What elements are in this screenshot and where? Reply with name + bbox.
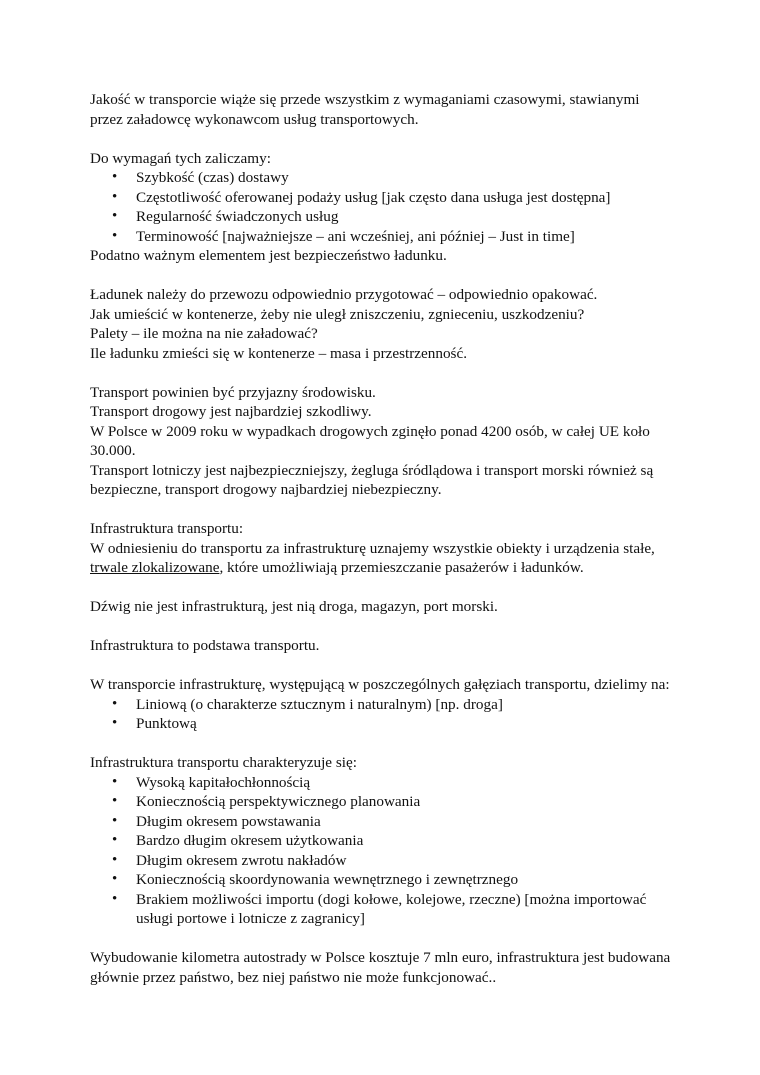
cargo-line: Jak umieścić w kontenerze, żeby nie uległ zniszczeniu, zgnieceniu, uszkodzeniu? (90, 305, 585, 323)
infrastructure-heading: Infrastruktura transportu: (90, 520, 244, 537)
list-item: • Koniecznością skoordynowania wewnętrznego i zewnętrznego (90, 870, 675, 890)
list-item: • Długim okresem zwrotu nakładów (90, 851, 675, 871)
cargo-line: Palety – ile można na nie załadować? (90, 325, 318, 342)
basis-note: Infrastruktura to podstawa transportu. (90, 637, 320, 654)
spacer (90, 129, 675, 149)
intro-paragraph: Jakość w transporcie wiąże się przede wszystkim z wymaganiami czasowymi, stawianymi przez załadowcę wykonawcom usług transportowych. (90, 91, 640, 128)
spacer (90, 617, 675, 637)
spacer (90, 578, 675, 598)
list-item: • Liniową (o charakterze sztucznym i naturalnym) [np. droga] (90, 695, 675, 715)
list-item: • Długim okresem powstawania (90, 812, 675, 832)
cargo-line: Ładunek należy do przewozu odpowiednio przygotować – odpowiednio opakować. (90, 286, 598, 303)
list-item: • Punktową (90, 714, 675, 734)
list-item: • Terminowość [najważniejsze – ani wcześniej, ani później – Just in time] (90, 227, 675, 247)
division-list (90, 695, 675, 734)
list-item: • Regularność świadczonych usług (90, 207, 675, 227)
document-page (90, 90, 675, 987)
environment-line: Transport powinien być przyjazny środowisku. (90, 383, 376, 401)
infrastructure-definition (90, 539, 675, 578)
environment-line: W Polsce w 2009 roku w wypadkach drogowych zginęło ponad 4200 osób, w całej UE koło 30.000. (90, 422, 650, 459)
spacer (90, 363, 675, 383)
spacer (90, 656, 675, 676)
characteristics-heading: Infrastruktura transportu charakteryzuje się: (90, 754, 357, 771)
environment-line: Transport drogowy jest najbardziej szkodliwy. (90, 403, 372, 420)
list-item: • Szybkość (czas) dostawy (90, 168, 675, 188)
list-item: • Wysoką kapitałochłonnością (90, 773, 675, 793)
crane-note: Dźwig nie jest infrastrukturą, jest nią droga, magazyn, port morski. (90, 598, 498, 615)
safety-note: Podatno ważnym elementem jest bezpieczeństwo ładunku. (90, 247, 447, 264)
cargo-line: Ile ładunku zmieści się w kontenerze – masa i przestrzenność. (90, 344, 468, 362)
list-item: • Brakiem możliwości importu (dogi kołowe, kolejowe, rzeczne) [można importować usługi portowe i lotnicze z zagranicy] (90, 890, 675, 929)
environment-line: Transport lotniczy jest najbezpieczniejszy, żegluga śródlądowa i transport morski również są bezpieczne, transport drogowy najbardziej niebezpieczny. (90, 461, 654, 498)
requirements-heading: Do wymagań tych zaliczamy: (90, 149, 271, 167)
closing-paragraph: Wybudowanie kilometra autostrady w Polsce kosztuje 7 mln euro, infrastruktura jest budowana głównie przez państwo, bez niej państwo nie może funkcjonować.. (90, 949, 671, 986)
list-item: • Koniecznością perspektywicznego planowania (90, 792, 675, 812)
spacer (90, 266, 675, 286)
characteristics-list (90, 773, 675, 929)
division-heading: W transporcie infrastrukturę, występującą w poszczególnych gałęziach transportu, dzielimy na: (90, 676, 670, 693)
spacer (90, 734, 675, 754)
spacer (90, 929, 675, 949)
definition-underlined: trwale zlokalizowane (90, 559, 220, 576)
definition-start: W odniesieniu do transportu za infrastrukturę uznajemy wszystkie obiekty i urządzenia stałe, (90, 539, 655, 557)
list-item: • Bardzo długim okresem użytkowania (90, 831, 675, 851)
spacer (90, 500, 675, 520)
list-item: • Częstotliwość oferowanej podaży usług [jak często dana usługa jest dostępna] (90, 188, 675, 208)
requirements-list (90, 168, 675, 246)
definition-end: , które umożliwiają przemieszczanie pasażerów i ładunków. (219, 559, 584, 576)
